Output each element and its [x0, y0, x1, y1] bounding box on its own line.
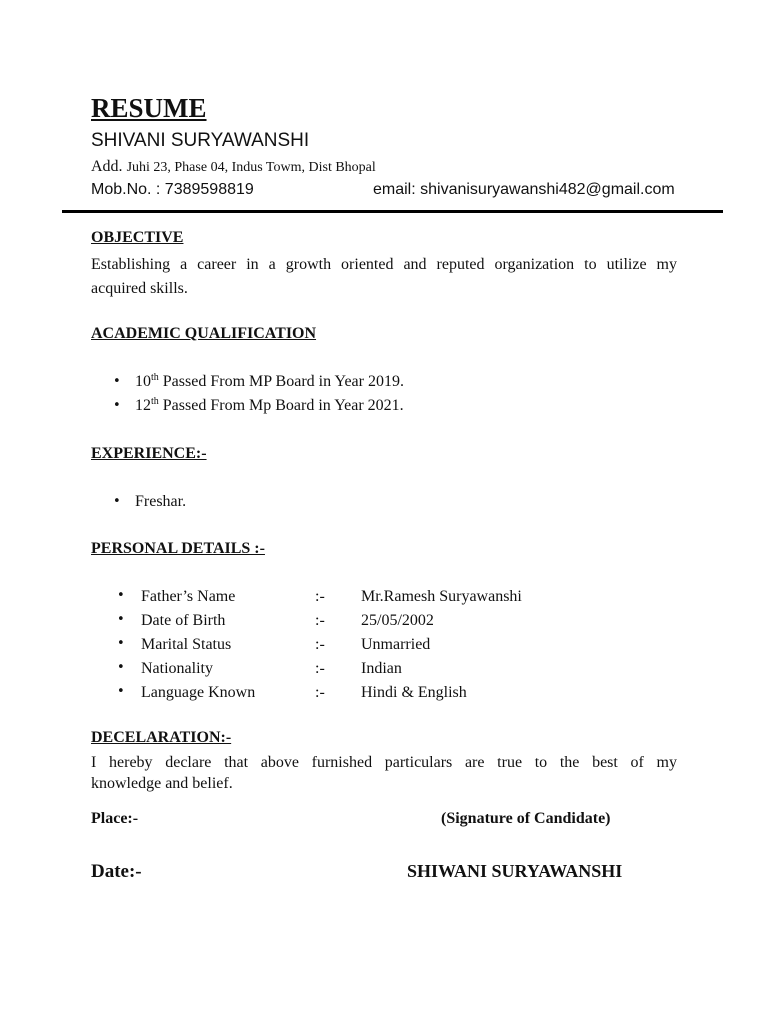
email-address: email: shivanisuryawanshi482@gmail.com — [373, 181, 675, 198]
personal-separator: :- — [315, 588, 325, 605]
experience-text: Freshar. — [135, 493, 187, 510]
date-label: Date:- — [91, 861, 142, 882]
academic-num: 12 — [135, 397, 151, 414]
personal-heading: PERSONAL DETAILS :- — [91, 540, 265, 557]
academic-sup: th — [151, 372, 159, 383]
personal-label: Father’s Name — [141, 588, 236, 605]
mobile-number: Mob.No. : 7389598819 — [91, 181, 254, 198]
address-line — [91, 158, 376, 176]
academic-sup: th — [151, 396, 159, 407]
candidate-name: SHIVANI SURYAWANSHI — [91, 130, 310, 151]
personal-value: 25/05/2002 — [361, 612, 434, 629]
personal-separator: :- — [315, 684, 325, 701]
objective-text — [91, 253, 677, 301]
header-divider — [62, 210, 723, 213]
personal-separator: :- — [315, 636, 325, 653]
personal-separator: :- — [315, 660, 325, 677]
academic-heading: ACADEMIC QUALIFICATION — [91, 325, 317, 342]
declaration-heading: DECELARATION:- — [91, 729, 232, 746]
personal-value: Mr.Ramesh Suryawanshi — [361, 588, 522, 605]
objective-heading: OBJECTIVE — [91, 229, 184, 246]
personal-label: Date of Birth — [141, 612, 226, 629]
resume-title: RESUME — [91, 93, 207, 123]
academic-text: Passed From MP Board in Year 2019. — [158, 373, 404, 390]
personal-value: Unmarried — [361, 636, 431, 653]
academic-num: 10 — [135, 373, 151, 390]
place-label: Place:- — [91, 810, 139, 827]
personal-separator: :- — [315, 612, 325, 629]
address-label: Add. — [91, 158, 123, 175]
personal-label: Language Known — [141, 684, 256, 701]
signed-name: SHIWANI SURYAWANSHI — [407, 861, 623, 881]
address-text: Juhi 23, Phase 04, Indus Towm, Dist Bhopal — [126, 160, 376, 175]
objective-line-2: acquired skills. — [91, 280, 188, 297]
declaration-text — [91, 752, 677, 794]
declaration-line-1: I hereby declare that above furnished particulars are true to the best of my — [91, 754, 677, 771]
signature-label: (Signature of Candidate) — [441, 810, 611, 827]
objective-line-1: Establishing a career in a growth oriented and reputed organization to utilize my — [91, 256, 677, 273]
personal-label: Nationality — [141, 660, 213, 677]
personal-value: Hindi & English — [361, 684, 467, 701]
academic-text: Passed From Mp Board in Year 2021. — [158, 397, 404, 414]
declaration-line-2: knowledge and belief. — [91, 775, 233, 792]
personal-value: Indian — [361, 660, 402, 677]
experience-heading: EXPERIENCE:- — [91, 445, 207, 462]
personal-label: Marital Status — [141, 636, 232, 653]
